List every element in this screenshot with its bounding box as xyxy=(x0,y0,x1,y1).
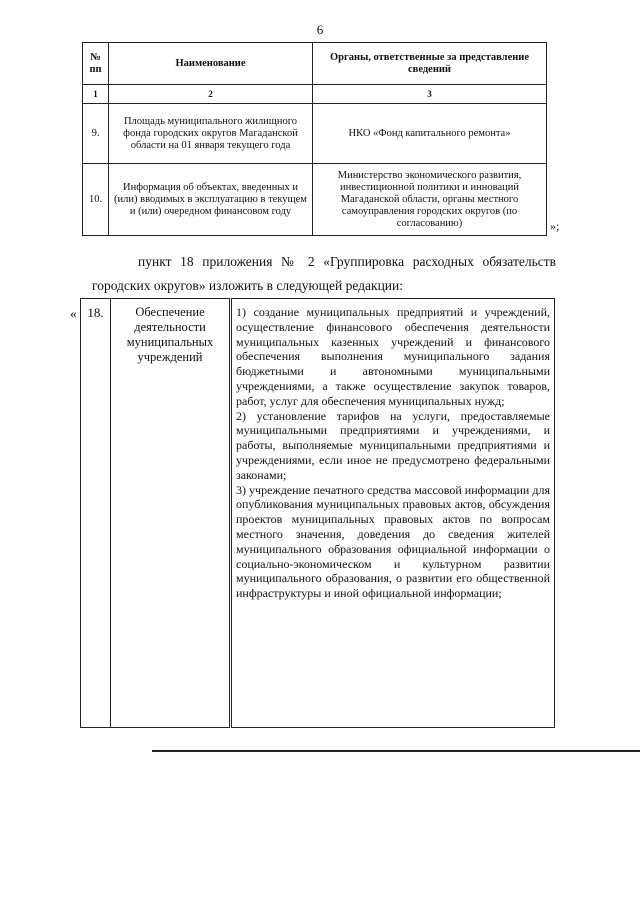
opening-quote: « xyxy=(70,306,77,321)
item-description xyxy=(231,299,555,728)
list-item: 1) создание муниципальных предприятий и учреждений, осуществление финансового обеспечения деятельности муниципальных казенных учреждений и финансового обеспечения выполнения муниципального задания бюджетными и автономными муниципальными учреждениями, а также осуществление закупок товаров, работ, услуг для обеспечения муниципальных нужд; xyxy=(236,305,550,408)
item-number: 18. xyxy=(81,299,111,728)
row-name: Информация об объектах, введенных и (или) вводимых в эксплуатацию в текущем и (или) очередном финансовом году xyxy=(109,164,313,236)
table-row xyxy=(81,299,555,728)
header-num: № пп xyxy=(83,43,109,85)
header-name: Наименование xyxy=(109,43,313,85)
table-row xyxy=(83,104,547,164)
list-item: 3) учреждение печатного средства массовой информации для опубликования муниципальных правовых актов, обсуждения проектов муниципальных правовых актов по вопросам местного значения, доведения до сведения жителей муниципального образования официальной информации о социально-экономическом и культурном развитии муниципального образования, о развитии его общественной инфраструктуры и иной официальной информации; xyxy=(236,482,550,601)
table-index-row xyxy=(83,85,547,104)
row-num: 10. xyxy=(83,164,109,236)
page-number: 6 xyxy=(316,22,324,37)
bottom-divider xyxy=(152,750,640,752)
list-item: 2) установление тарифов на услуги, предоставляемые муниципальными предприятиями и учреждениями, и работы, выполняемые муниципальными предприятиями и учреждениями, если иное не предусмотрено федеральными законами; xyxy=(236,408,550,482)
index-cell-2: 2 xyxy=(109,85,313,104)
row-org: НКО «Фонд капитального ремонта» xyxy=(313,104,547,164)
row-name: Площадь муниципального жилищного фонда городских округов Магаданской области на 01 января текущего года xyxy=(109,104,313,164)
table-header-row xyxy=(83,43,547,85)
row-num: 9. xyxy=(83,104,109,164)
closing-quote: »; xyxy=(550,219,560,233)
item-name: Обеспечение деятельности муниципальных учреждений xyxy=(111,299,231,728)
index-cell-3: 3 xyxy=(313,85,547,104)
amendment-paragraph: пункт 18 приложения № 2 «Группировка расходных обязательств городских округов» изложить в следующей редакции: xyxy=(92,254,556,293)
table-row xyxy=(83,164,547,236)
expenditure-grouping-table xyxy=(80,298,555,728)
header-org: Органы, ответственные за представление сведений xyxy=(313,43,547,85)
index-cell-1: 1 xyxy=(83,85,109,104)
row-org: Министерство экономического развития, инвестиционной политики и инноваций Магаданской области, органы местного самоуправления городских округов (по согласованию) xyxy=(313,164,547,236)
responsible-bodies-table xyxy=(82,42,547,236)
